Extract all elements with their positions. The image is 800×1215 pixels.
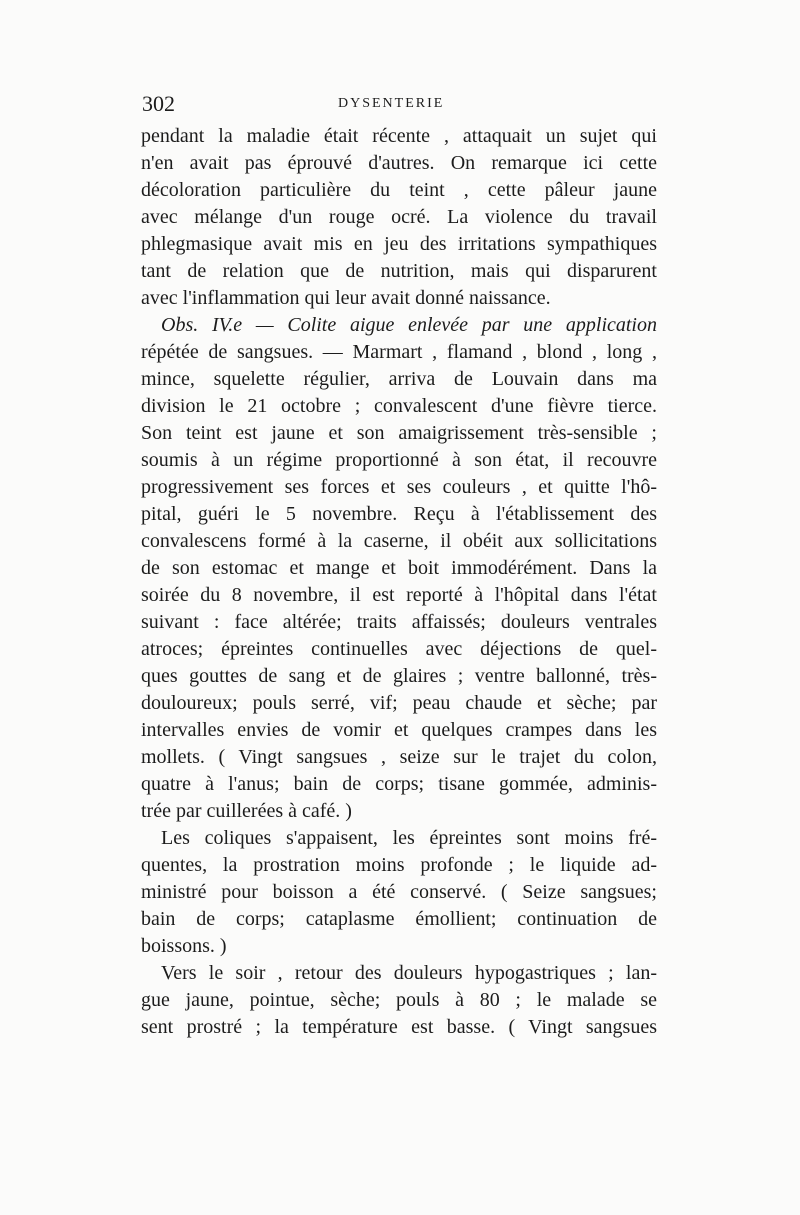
text-line: Vers le soir , retour des douleurs hypogastriques ; lan- (161, 962, 657, 984)
text-line: Les coliques s'appaisent, les épreintes sont moins fré- (161, 827, 657, 849)
text-line: ques gouttes de sang et de glaires ; ventre ballonné, très- (141, 665, 657, 687)
body-text (141, 123, 657, 1041)
text-line: convalescens formé à la caserne, il obéit aux sollicitations (141, 530, 657, 552)
text-line: sent prostré ; la température est basse. ( Vingt sangsues (141, 1016, 657, 1038)
text-line: atroces; épreintes continuelles avec déjections de quel- (141, 638, 657, 660)
text-line: boissons. ) (141, 935, 227, 957)
text-line: intervalles envies de vomir et quelques crampes dans les (141, 719, 657, 741)
observation-heading: Obs. IV.e — Colite aigue enlevée par une application (161, 314, 657, 336)
text-line: avec l'inflammation qui leur avait donné naissance. (141, 287, 551, 309)
text-line: quentes, la prostration moins profonde ; le liquide ad- (141, 854, 657, 876)
text-line: mollets. ( Vingt sangsues , seize sur le trajet du colon, (141, 746, 657, 768)
text-line: répétée de sangsues. — Marmart , flamand , blond , long , (141, 341, 657, 363)
text-line: suivant : face altérée; traits affaissés; douleurs ventrales (141, 611, 657, 633)
text-line: de son estomac et mange et boit immodérément. Dans la (141, 557, 657, 579)
text-line: ministré pour boisson a été conservé. ( Seize sangsues; (141, 881, 657, 903)
running-title: DYSENTERIE (338, 96, 445, 111)
text-line: décoloration particulière du teint , cette pâleur jaune (141, 179, 657, 201)
text-line: gue jaune, pointue, sèche; pouls à 80 ; le malade se (141, 989, 657, 1011)
text-line: bain de corps; cataplasme émollient; continuation de (141, 908, 657, 930)
text-line: mince, squelette régulier, arriva de Louvain dans ma (141, 368, 657, 390)
text-line: soirée du 8 novembre, il est reporté à l'hôpital dans l'état (141, 584, 657, 606)
text-line: soumis à un régime proportionné à son état, il recouvre (141, 449, 657, 471)
running-head (142, 91, 662, 121)
text-line: avec mélange d'un rouge ocré. La violence du travail (141, 206, 657, 228)
text-line: progressivement ses forces et ses couleurs , et quitte l'hô- (141, 476, 657, 498)
text-line: tant de relation que de nutrition, mais qui disparurent (141, 260, 657, 282)
text-line: pendant la maladie était récente , attaquait un sujet qui (141, 125, 657, 147)
text-line: trée par cuillerées à café. ) (141, 800, 352, 822)
text-line: Son teint est jaune et son amaigrissement très-sensible ; (141, 422, 657, 444)
text-line: n'en avait pas éprouvé d'autres. On remarque ici cette (141, 152, 657, 174)
text-line: division le 21 octobre ; convalescent d'une fièvre tierce. (141, 395, 657, 417)
text-line: phlegmasique avait mis en jeu des irritations sympathiques (141, 233, 657, 255)
text-line: quatre à l'anus; bain de corps; tisane gommée, adminis- (141, 773, 657, 795)
page-number: 302 (142, 91, 175, 116)
text-line: douloureux; pouls serré, vif; peau chaude et sèche; par (141, 692, 657, 714)
text-line: pital, guéri le 5 novembre. Reçu à l'établissement des (141, 503, 657, 525)
